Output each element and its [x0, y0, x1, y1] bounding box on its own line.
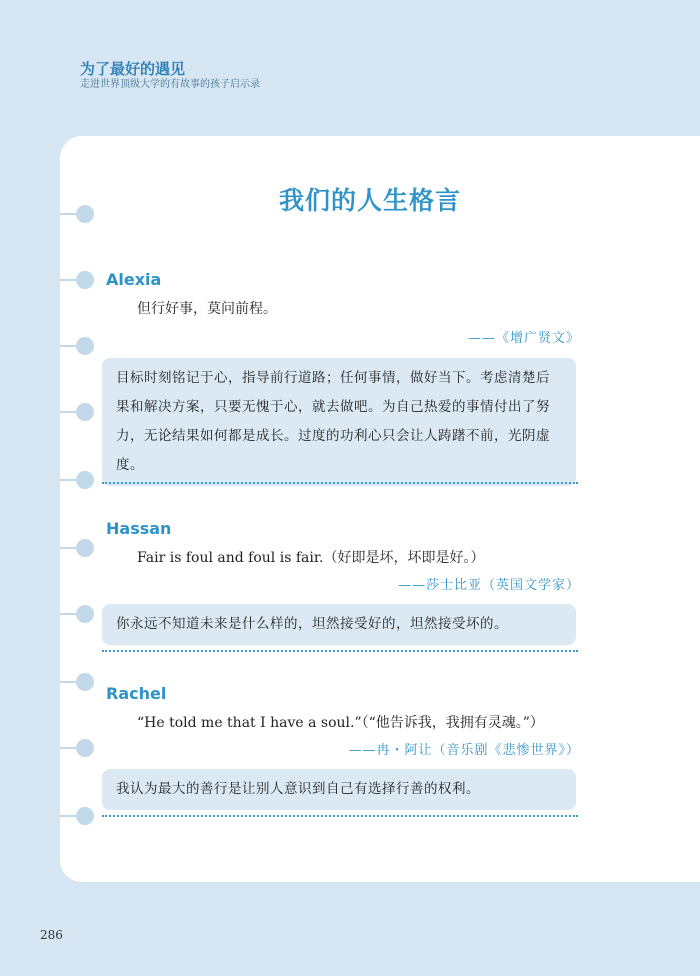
entry-source: ——冉・阿让（音乐剧《悲惨世界》）: [348, 743, 580, 758]
binder-ring-icon: [60, 670, 92, 694]
running-header: [80, 60, 260, 92]
entry-source: ——莎士比亚（英国文学家）: [397, 578, 580, 593]
book-subtitle: 走进世界顶级大学的有故事的孩子启示录: [80, 79, 260, 90]
binder-ring-icon: [60, 334, 92, 358]
notebook-card: [60, 136, 700, 882]
entry-quote: Fair is foul and foul is fair.（好即是坏，坏即是好。）: [137, 550, 485, 566]
binder-ring-icon: [60, 804, 92, 828]
entry-quote: 但行好事，莫问前程。: [137, 301, 277, 317]
entry-name: Rachel: [106, 684, 167, 703]
binder-ring-icon: [60, 268, 92, 292]
dotted-divider: [102, 650, 578, 652]
page-title: 我们的人生格言: [278, 186, 461, 215]
entry-name: Hassan: [106, 519, 172, 538]
entry-reflection: 你永远不知道未来是什么样的，坦然接受好的，坦然接受坏的。: [102, 604, 576, 645]
entry-name: Alexia: [106, 270, 162, 289]
entry-source: ——《增广贤文》: [467, 331, 580, 346]
binder-ring-icon: [60, 400, 92, 424]
entry-reflection: 我认为最大的善行是让别人意识到自己有选择行善的权利。: [102, 769, 576, 810]
binder-ring-icon: [60, 602, 92, 626]
binder-ring-icon: [60, 468, 92, 492]
binder-ring-icon: [60, 536, 92, 560]
page-number: 286: [40, 928, 63, 942]
dotted-divider: [102, 815, 578, 817]
book-title: 为了最好的遇见: [80, 60, 186, 78]
entry-reflection: 目标时刻铭记于心，指导前行道路；任何事情，做好当下。考虑清楚后果和解决方案，只要无愧于心，就去做吧。为自己热爱的事情付出了努力，无论结果如何都是成长。过度的功利心只会让人踌躇不前，光阴虚度。: [102, 358, 576, 486]
dotted-divider: [102, 482, 578, 484]
entry-quote: “He told me that I have a soul.”（“他告诉我，我拥有灵魂。”）: [137, 715, 544, 731]
binder-ring-icon: [60, 736, 92, 760]
